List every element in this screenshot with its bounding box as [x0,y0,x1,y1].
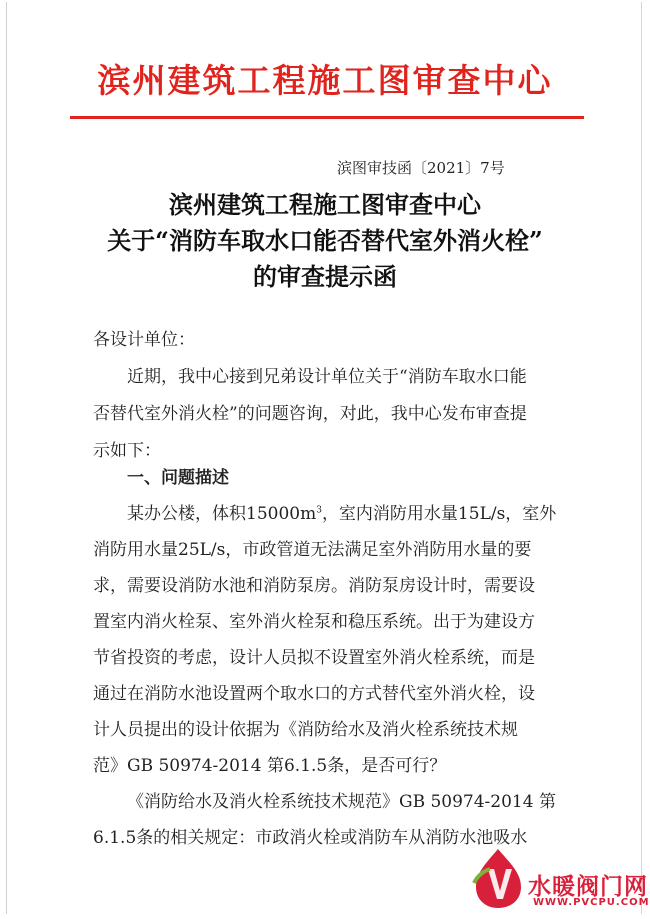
paragraph-line: 消防用水量25L/s，市政管道无法满足室外消防用水量的要 [93,540,532,560]
letterhead-red-rule [70,116,584,119]
watermark-brand: 水暖阀门网 [528,874,648,900]
intro-line: 近期，我中心接到兄弟设计单位关于“消防车取水口能 [127,367,527,387]
letterhead-title: 滨州建筑工程施工图审查中心 [97,61,553,100]
document-title-line-2: 关于“消防车取水口能否替代室外消火栓” [107,226,543,255]
watermark-logo-icon [468,845,530,915]
document-title-line-1: 滨州建筑工程施工图审查中心 [169,190,481,219]
watermark-url: WWW.PVCPU.COM [533,897,650,908]
paragraph-line [127,504,556,524]
paragraph-line: 求，需要设消防水池和消防泵房。消防泵房设计时，需要设 [93,576,535,596]
paragraph-line: 计人员提出的设计依据为《消防给水及消火栓系统技术规 [93,720,518,740]
paragraph-line: 《消防给水及消火栓系统技术规范》GB 50974-2014 第 [127,792,556,812]
intro-line: 示如下： [93,441,161,461]
paragraph-line: 范》GB 50974-2014 第6.1.5条，是否可行？ [93,756,447,776]
para1-text-a: 某办公楼，体积15000m [127,504,317,524]
paragraph-line: 置室内消火栓泵、室外消火栓泵和稳压系统。出于为建设方 [93,612,535,632]
paragraph-line: 6.1.5条的相关规定：市政消火栓或消防车从消防水池吸水 [93,828,528,848]
paragraph-line: 节省投资的考虑，设计人员拟不设置室外消火栓系统，而是 [93,648,535,668]
document-title-line-3: 的审查提示函 [253,262,397,291]
section-heading: 一、问题描述 [127,468,229,488]
document-number: 滨图审技函〔2021〕7号 [337,159,505,177]
cubic-superscript: 3 [316,505,322,516]
intro-line: 否替代室外消火栓”的问题咨询，对此，我中心发布审查提 [93,404,527,424]
para1-text-b: ，室内消防用水量15L/s，室外 [321,504,557,524]
salutation: 各设计单位： [93,330,195,350]
paragraph-line: 通过在消防水池设置两个取水口的方式替代室外消火栓，设 [93,684,535,704]
